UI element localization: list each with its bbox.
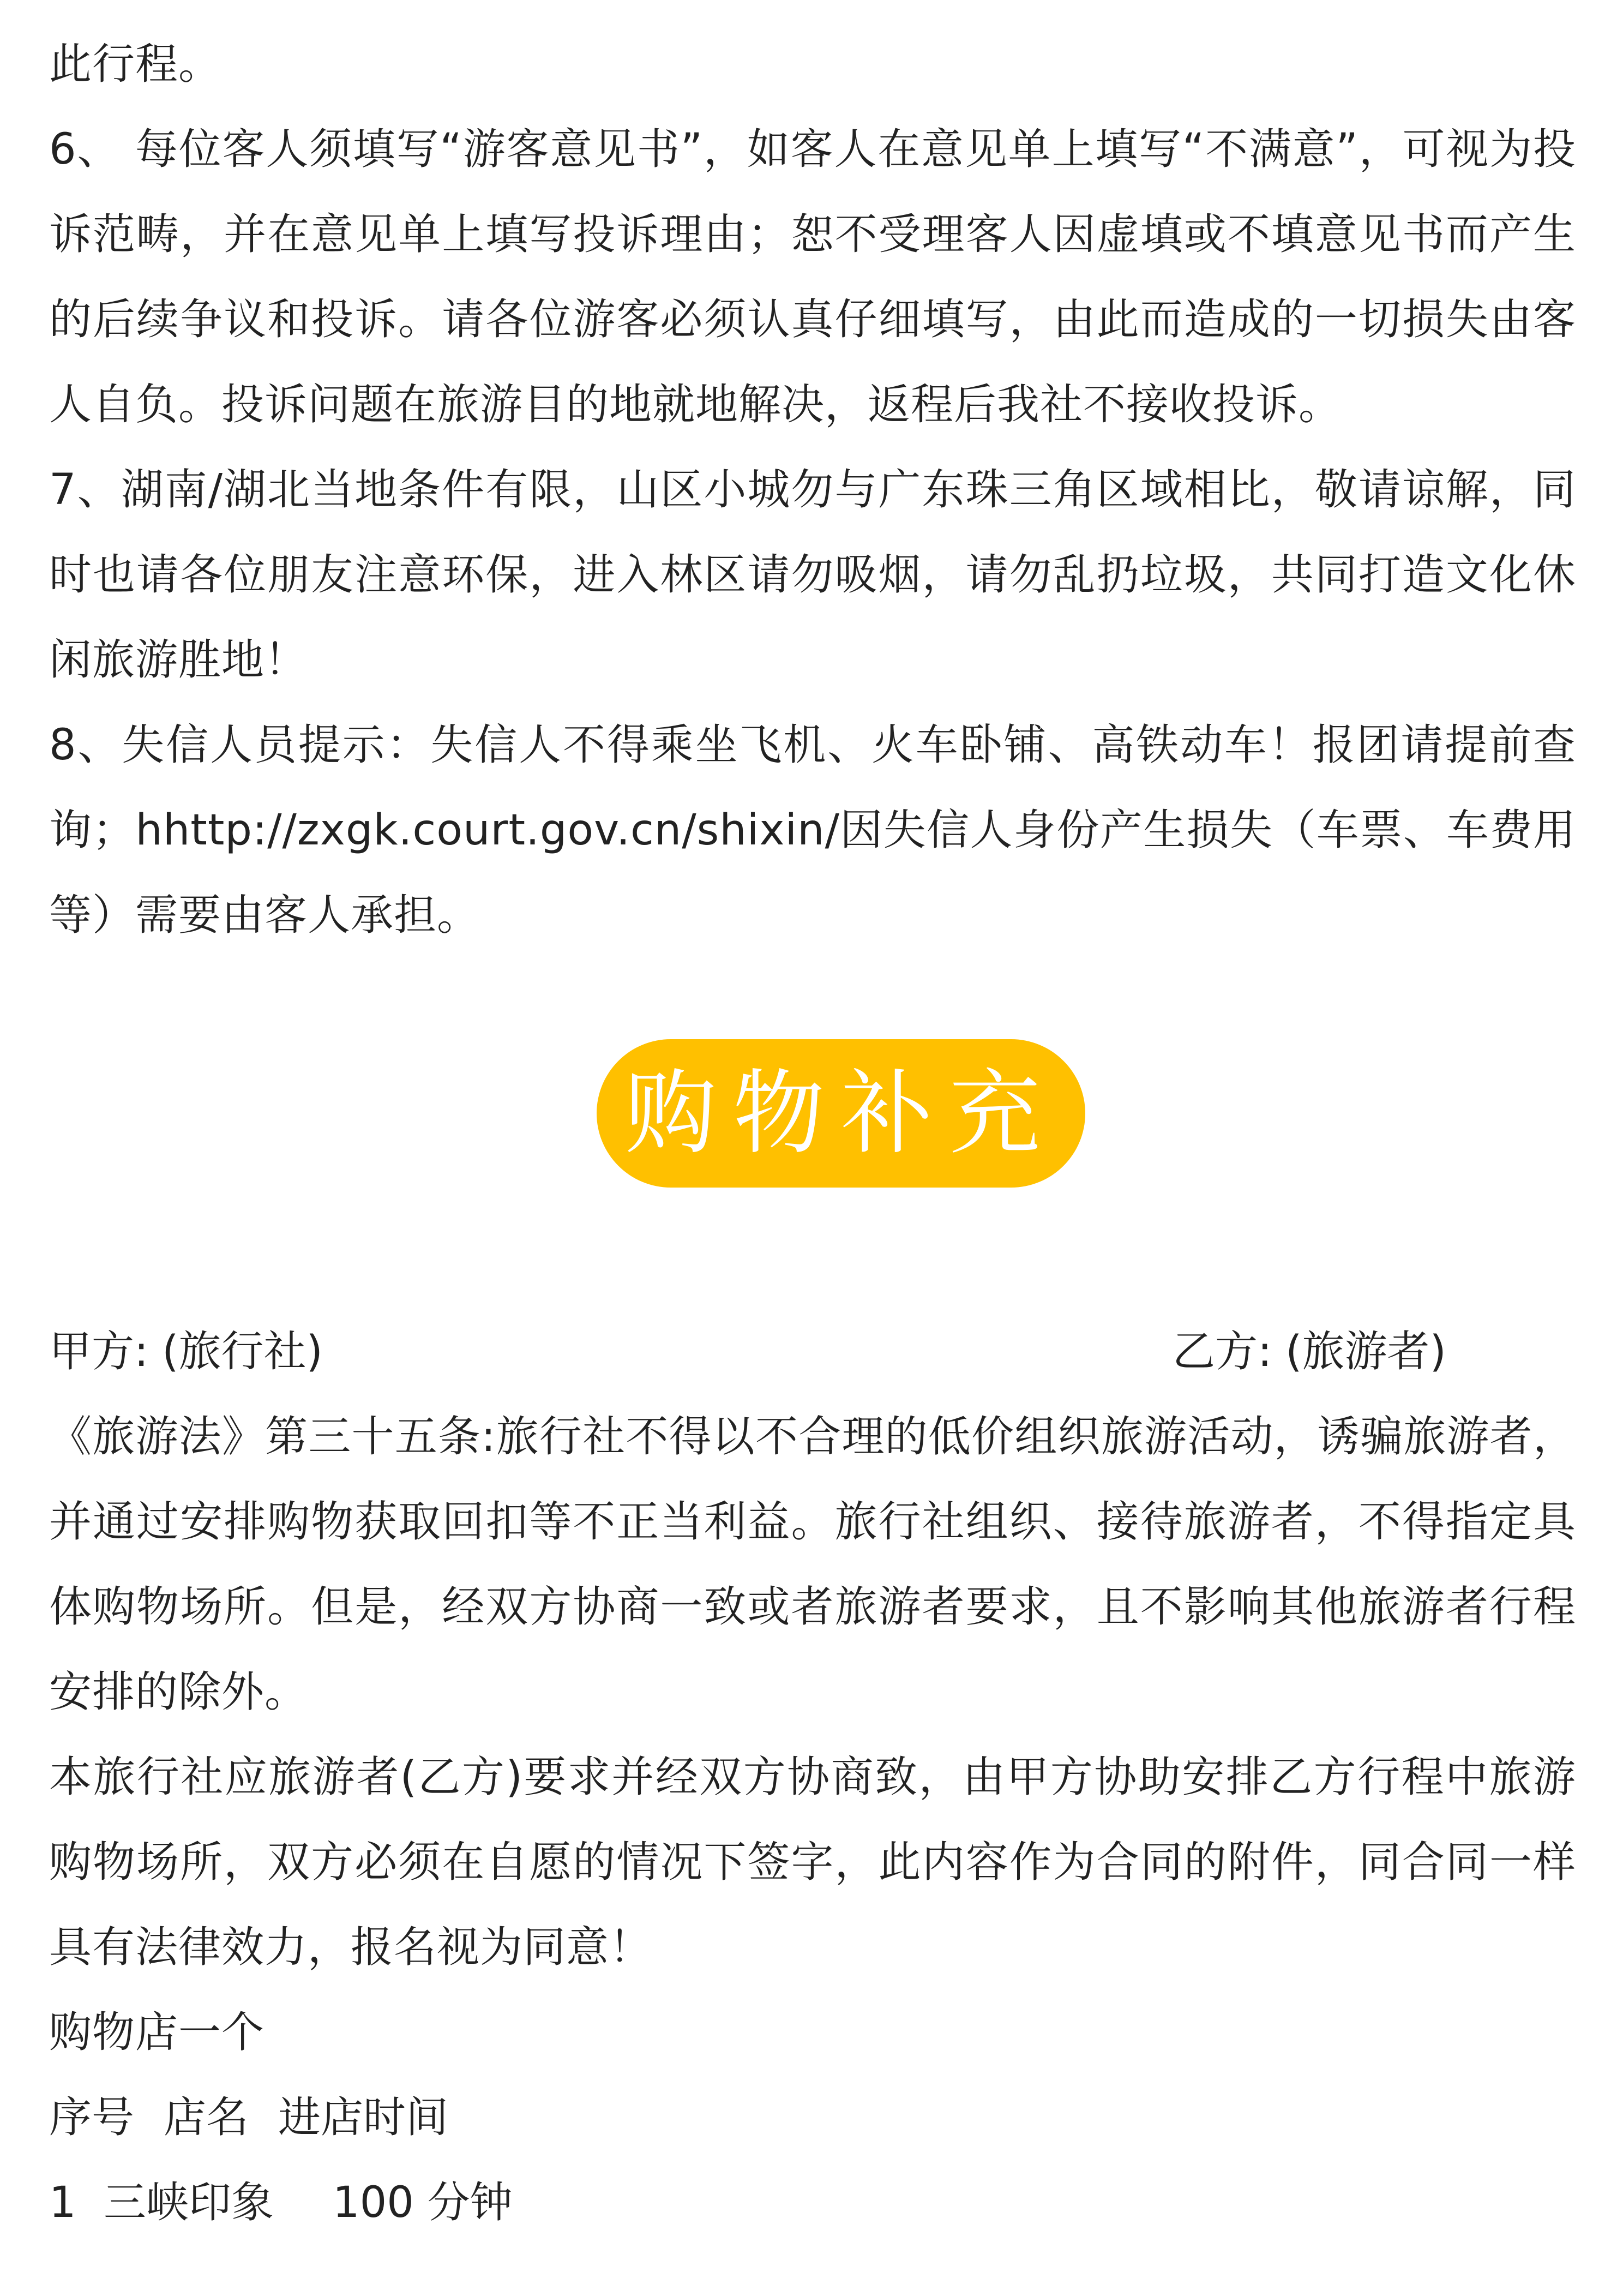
table-row xyxy=(49,2160,1576,2245)
header-duration: 进店时间 xyxy=(278,2093,449,2142)
shop-table xyxy=(49,2075,1576,2245)
consent-paragraph: 本旅行社应旅游者(乙方)要求并经双方协商致，由甲方协助安排乙方行程中旅游购物场所，双方必须在自愿的情况下签字，此内容作为合同的附件，同合同一样具有法律效力，报名视为同意！ xyxy=(49,1753,1576,1972)
party-b-label: 乙方: (旅游者) xyxy=(1173,1327,1446,1376)
cell-name: 三峡印象 xyxy=(104,2178,274,2227)
header-name: 店名 xyxy=(164,2093,249,2142)
parties-line xyxy=(49,1309,1576,1394)
cell-no: 1 xyxy=(49,2178,76,2227)
shopping-section xyxy=(49,1309,1576,2245)
table-header-row xyxy=(49,2075,1576,2160)
paragraph-continuation: 此行程。 xyxy=(49,40,222,89)
header-no: 序号 xyxy=(49,2093,135,2142)
shop-count: 购物店一个 xyxy=(49,2008,265,2057)
section-banner xyxy=(0,1039,1623,1192)
banner-title: 购物补充 xyxy=(597,1039,1085,1188)
law-paragraph: 《旅游法》第三十五条:旅行社不得以不合理的低价组织旅游活动，诱骗旅游者，并通过安排购物获取回扣等不正当利益。旅行社组织、接待旅游者，不得指定具体购物场所。但是，经双方协商一致或者旅游者要求，且不影响其他旅游者行程安排的除外。 xyxy=(49,1412,1576,1717)
party-a-label: 甲方: (旅行社) xyxy=(49,1327,323,1376)
page-body xyxy=(49,22,1576,958)
paragraph-item-6: 6、 每位客人须填写“游客意见书”，如客人在意见单上填写“不满意”，可视为投诉范畴，并在意见单上填写投诉理由；恕不受理客人因虚填或不填意见书而产生的后续争议和投诉。请各位游客必须认真仔细填写，由此而造成的一切损失由客人自负。投诉问题在旅游目的地就地解决，返程后我社不接收投诉。 xyxy=(49,125,1576,429)
paragraph-item-8: 8、失信人员提示：失信人不得乘坐飞机、火车卧铺、高铁动车！报团请提前查询；hhttp://zxgk.court.gov.cn/shixin/因失信人身份产生损失（车票、车费用等）需要由客人承担。 xyxy=(49,721,1576,940)
cell-duration: 100 分钟 xyxy=(333,2178,513,2227)
paragraph-item-7: 7、湖南/湖北当地条件有限，山区小城勿与广东珠三角区域相比，敬请谅解，同时也请各位朋友注意环保，进入林区请勿吸烟，请勿乱扔垃圾，共同打造文化休闲旅游胜地！ xyxy=(49,465,1576,685)
